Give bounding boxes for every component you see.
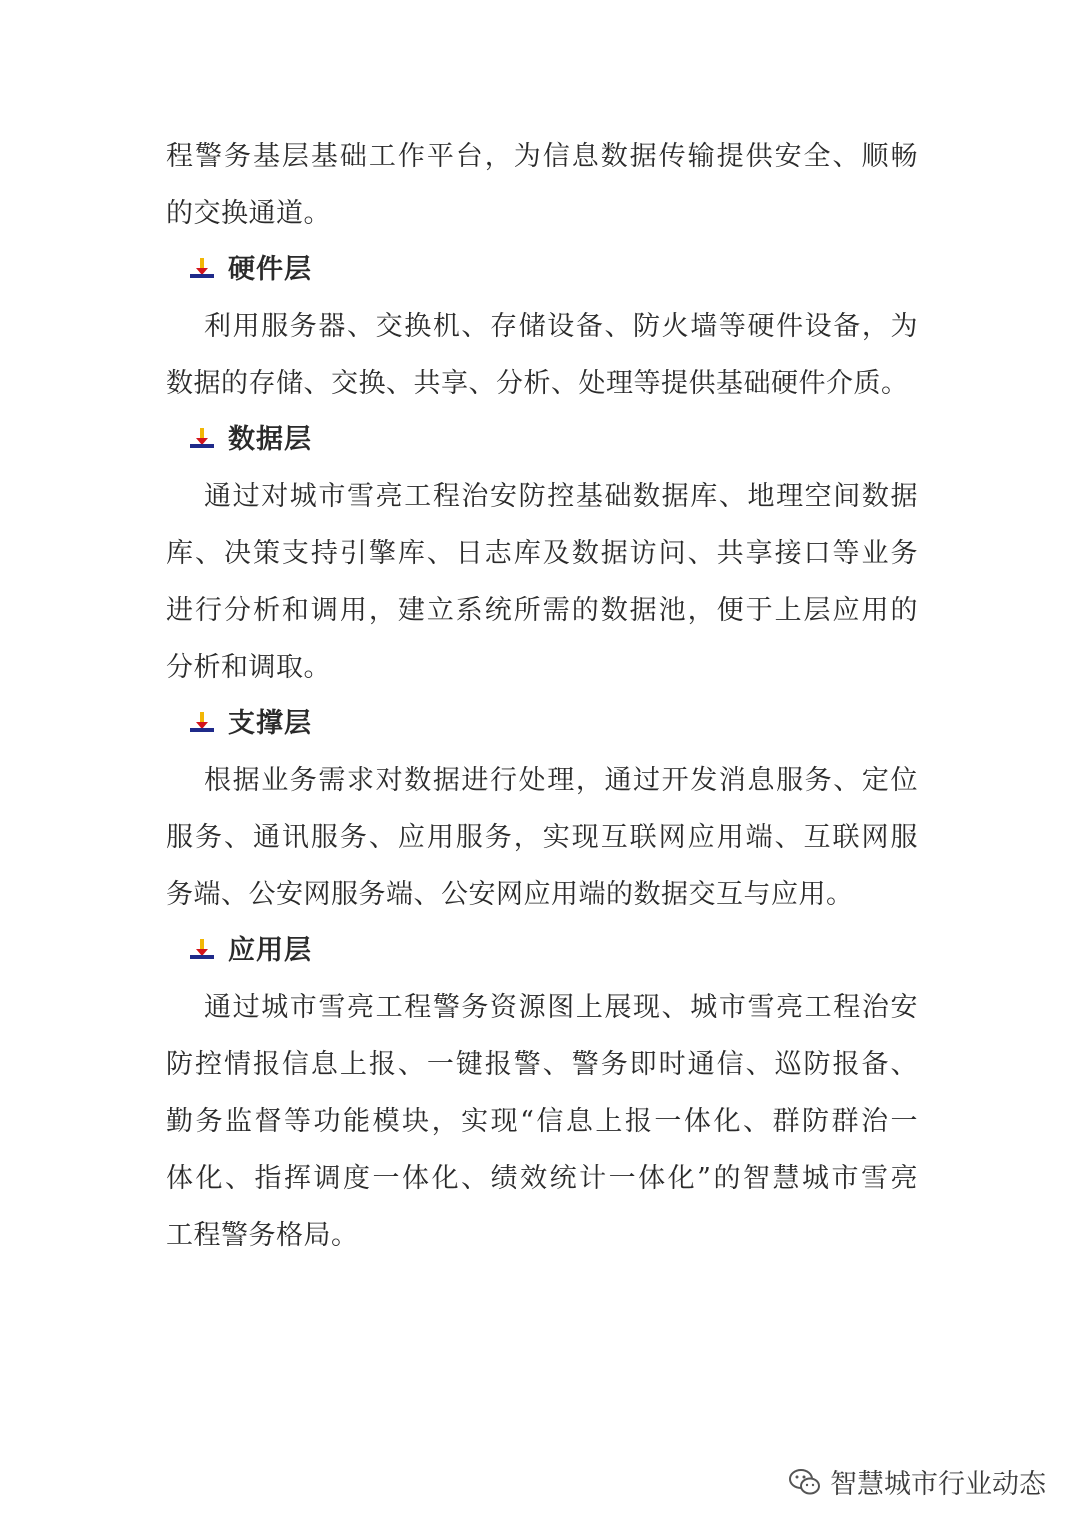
paragraph-line: 通过对城市雪亮工程治安防控基础数据库、地理空间数据 xyxy=(204,481,918,512)
section-heading-data xyxy=(166,412,918,468)
wechat-icon xyxy=(788,1467,822,1497)
paragraph-line: 的交换通道。 xyxy=(166,198,331,229)
arrow-bullet-icon xyxy=(190,712,214,736)
paragraph-line: 程警务基层基础工作平台，为信息数据传输提供安全、顺畅 xyxy=(166,141,918,172)
paragraph-line: 数据的存储、交换、共享、分析、处理等提供基础硬件介质。 xyxy=(166,368,909,399)
paragraph-line: 务端、公安网服务端、公安网应用端的数据交互与应用。 xyxy=(166,879,854,910)
arrow-bullet-icon xyxy=(190,258,214,282)
paragraph-line: 进行分析和调用，建立系统所需的数据池，便于上层应用的 xyxy=(166,595,918,626)
source-watermark xyxy=(788,1462,1046,1501)
section-heading-support xyxy=(166,696,918,752)
document-page xyxy=(166,128,918,1264)
paragraph-line: 体化、指挥调度一体化、绩效统计一体化”的智慧城市雪亮 xyxy=(166,1163,918,1194)
paragraph-line: 库、决策支持引擎库、日志库及数据访问、共享接口等业务 xyxy=(166,538,918,569)
section-heading-text: 数据层 xyxy=(228,424,312,455)
arrow-bullet-icon xyxy=(190,939,214,963)
watermark-text: 智慧城市行业动态 xyxy=(830,1469,1046,1500)
section-heading-hardware xyxy=(166,242,918,298)
paragraph-line: 根据业务需求对数据进行处理，通过开发消息服务、定位 xyxy=(204,765,918,796)
arrow-bullet-icon xyxy=(190,428,214,452)
paragraph-line: 通过城市雪亮工程警务资源图上展现、城市雪亮工程治安 xyxy=(204,992,918,1023)
section-heading-text: 硬件层 xyxy=(228,254,312,285)
paragraph-line: 利用服务器、交换机、存储设备、防火墙等硬件设备，为 xyxy=(204,311,918,342)
paragraph-line: 防控情报信息上报、一键报警、警务即时通信、巡防报备、 xyxy=(166,1049,918,1080)
section-heading-text: 应用层 xyxy=(228,935,312,966)
paragraph-line: 勤务监督等功能模块，实现“信息上报一体化、群防群治一 xyxy=(166,1106,918,1137)
paragraph-line: 服务、通讯服务、应用服务，实现互联网应用端、互联网服 xyxy=(166,822,918,853)
section-heading-application xyxy=(166,923,918,979)
paragraph-line: 分析和调取。 xyxy=(166,652,331,683)
paragraph-line: 工程警务格局。 xyxy=(166,1220,359,1251)
section-heading-text: 支撑层 xyxy=(228,708,312,739)
